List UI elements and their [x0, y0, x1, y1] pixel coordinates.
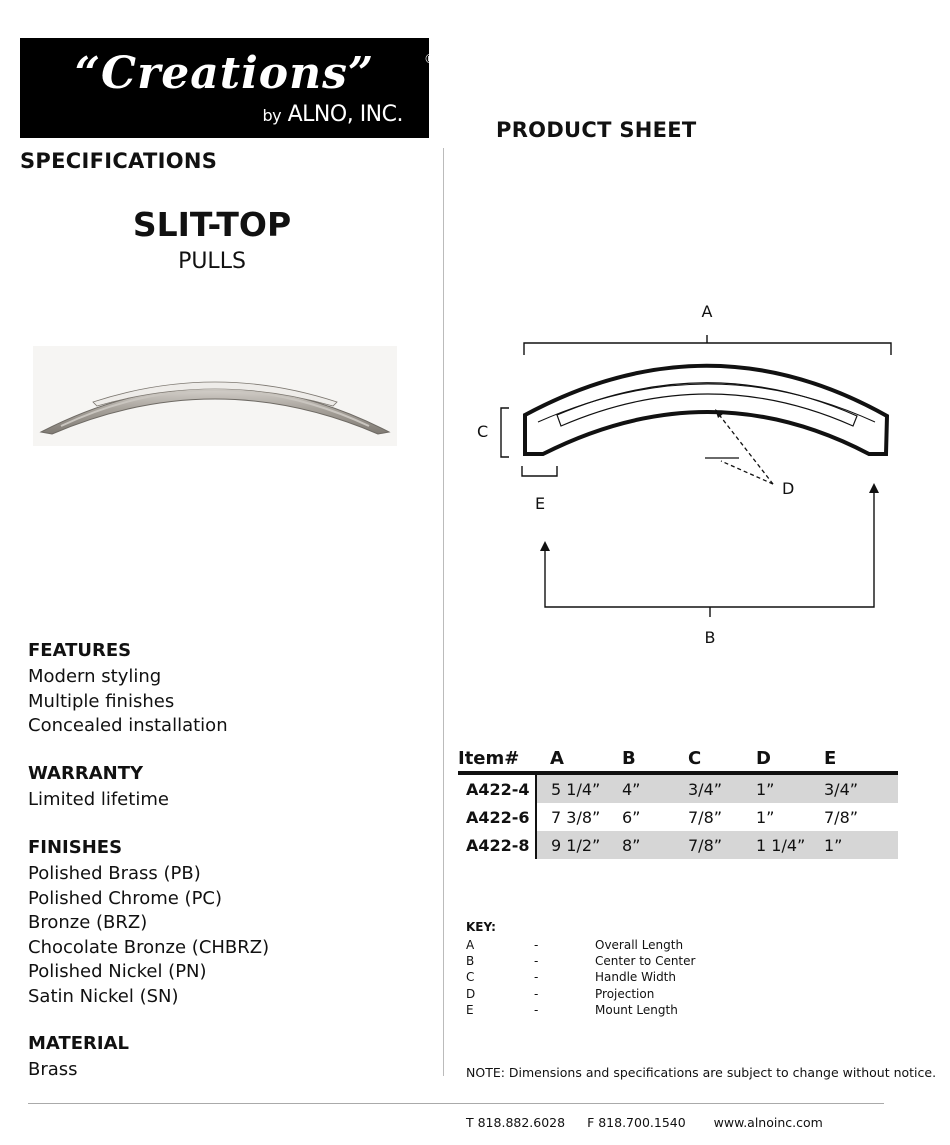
cell-item: A422-6 [458, 803, 536, 831]
header-a: A [550, 747, 564, 769]
key-letter: E [466, 1003, 474, 1017]
footer-fax: F 818.700.1540 [587, 1115, 686, 1130]
header-d: D [756, 747, 771, 769]
cell-a: 7 3/8” [551, 807, 601, 827]
product-title: SLIT-TOP [132, 205, 292, 244]
brand-name: “Creations” [74, 48, 375, 99]
material-title: MATERIAL [28, 1033, 129, 1054]
feature-item: Modern styling [28, 666, 162, 687]
dimension-e-bracket [522, 466, 557, 476]
product-category: PULLS [178, 249, 246, 274]
cell-b: 4” [608, 773, 674, 803]
dimension-c-bracket [501, 408, 509, 457]
table-row [458, 803, 898, 831]
key-desc: Mount Length [595, 1003, 678, 1017]
finishes-section [28, 837, 269, 1010]
finish-item: Satin Nickel (SN) [28, 985, 179, 1007]
cell-b: 8” [608, 831, 674, 859]
warranty-item: Limited lifetime [28, 789, 169, 810]
key-letter: D [466, 987, 476, 1001]
product-sheet-heading: PRODUCT SHEET [496, 118, 697, 142]
cell-b: 6” [622, 807, 641, 827]
dimension-d-leader-top [717, 412, 773, 484]
dimension-key [466, 920, 766, 1030]
dimension-b-arrow-right [869, 483, 879, 493]
header-b: B [622, 747, 636, 769]
table-header-row [458, 745, 898, 773]
cell-item: A422-4 [458, 773, 536, 803]
warranty-title: WARRANTY [28, 763, 144, 784]
footer-phone: T 818.882.6028 [466, 1115, 566, 1130]
key-desc: Projection [595, 987, 655, 1001]
feature-item: Multiple finishes [28, 690, 175, 712]
cell-a: 9 1/2” [536, 831, 608, 859]
dimension-d-leader-bottom [721, 461, 773, 484]
footer-rule [28, 1103, 884, 1104]
label-b: B [704, 628, 716, 647]
cell-d: 1 1/4” [742, 831, 810, 859]
finishes-title: FINISHES [28, 837, 123, 858]
brand-logo [20, 38, 436, 138]
label-a: A [701, 302, 713, 321]
cell-c: 7/8” [674, 831, 742, 859]
cell-a: 5 1/4” [536, 773, 608, 803]
material-item: Brass [28, 1059, 78, 1080]
dimension-table [458, 745, 898, 859]
features-title: FEATURES [28, 640, 132, 661]
product-photo [33, 346, 397, 446]
finish-item: Polished Nickel (PN) [28, 961, 207, 983]
header-item: Item# [458, 747, 520, 769]
key-desc: Handle Width [595, 970, 676, 984]
cell-c: 3/4” [674, 773, 742, 803]
cell-c: 7/8” [688, 807, 723, 827]
feature-item: Concealed installation [28, 715, 228, 737]
column-divider [443, 148, 444, 1076]
table-row [458, 773, 898, 803]
dimension-diagram [465, 298, 905, 658]
key-desc: Center to Center [595, 954, 696, 968]
handle-outline [525, 366, 887, 454]
dimension-b-arrow-left [540, 541, 550, 551]
label-d: D [782, 479, 795, 498]
registered-mark: ® [424, 52, 436, 66]
key-letter: A [466, 938, 475, 952]
cell-e: 7/8” [824, 807, 859, 827]
cell-e: 3/4” [810, 773, 898, 803]
dimension-a-bracket [524, 335, 891, 355]
cell-e: 1” [810, 831, 898, 859]
footer-contact [466, 1115, 823, 1130]
finish-item: Chocolate Bronze (CHBRZ) [28, 936, 270, 958]
key-title: KEY: [466, 920, 496, 934]
key-dash: - [534, 954, 539, 968]
key-dash: - [534, 970, 539, 984]
cell-item: A422-8 [458, 831, 536, 859]
key-letter: B [466, 954, 475, 968]
table-row [458, 831, 898, 859]
key-dash: - [534, 987, 539, 1001]
header-e: E [824, 747, 837, 769]
cell-d: 1” [742, 773, 810, 803]
cell-d: 1” [756, 807, 775, 827]
disclaimer-note: NOTE: Dimensions and specifications are subject to change without notice. [466, 1065, 937, 1080]
brand-by: by [262, 106, 282, 125]
key-desc: Overall Length [595, 938, 684, 952]
specifications-heading: SPECIFICATIONS [20, 149, 218, 173]
features-section [28, 640, 228, 739]
finish-item: Bronze (BRZ) [28, 912, 148, 934]
label-e: E [535, 494, 546, 513]
key-dash: - [534, 938, 539, 952]
brand-company [263, 102, 404, 127]
dimension-table-wrap [458, 745, 898, 859]
label-c: C [477, 422, 489, 441]
footer-website[interactable]: www.alnoinc.com [713, 1115, 823, 1130]
finish-item: Polished Chrome (PC) [28, 887, 223, 909]
dimension-b-bracket [545, 490, 874, 607]
key-letter: C [466, 970, 475, 984]
material-section [28, 1033, 129, 1083]
finish-item: Polished Brass (PB) [28, 863, 201, 884]
warranty-section [28, 763, 169, 813]
brand-company-name: ALNO, INC. [287, 102, 403, 127]
header-c: C [688, 747, 702, 769]
key-dash: - [534, 1003, 539, 1017]
